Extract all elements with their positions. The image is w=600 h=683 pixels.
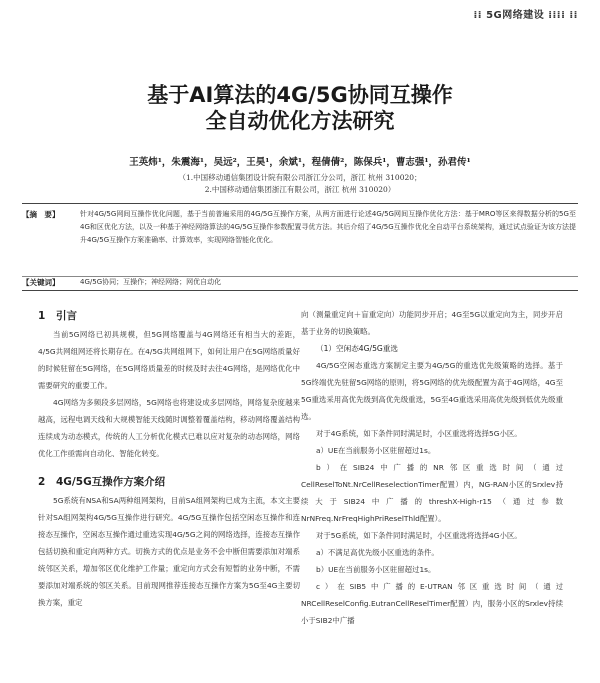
running-header: ⁞⁞ 5G网络建设 ⁞⁞⁞⁞ ⁞⁞: [473, 10, 578, 21]
affiliation-2: 2.中国移动通信集团浙江有限公司，浙江 杭州 310020）: [204, 185, 396, 194]
left-column: [38, 306, 300, 611]
list-item: b）在SIB24中广播的NR邻区重选时间（通过CellReselToNt.NrCellReselectionTimer配置）内，NG-RAN小区的Srxlev持续大于SIB24中广播的threshX-High-r15（通过参数NrNFreq.NrFreqHighPriReselThld配置）。: [301, 463, 563, 523]
paper-title-line-2: 全自动优化方法研究: [205, 109, 395, 133]
paragraph: 对于5G系统，如下条件同时满足时，小区重选将选择4G小区。: [316, 531, 522, 540]
paragraph: 当前5G网络已初具规模，但5G网络覆盖与4G网络还有相当大的差距，4/5G共网组网还将长期存在。在4/5G共网组网下，如何让用户在5G网络质量好的时候驻留在5G网络，在5G网络质量差的时候及时去往4G网络，是网络优化中需要研究的重要工作。: [38, 330, 300, 390]
keywords-block: [22, 276, 578, 291]
right-column: [301, 306, 563, 629]
abstract-block: [22, 203, 578, 277]
keywords-text: 4G/5G协同；互操作；神经网络；网优自动化: [80, 278, 222, 286]
section-title: 引言: [56, 310, 77, 322]
paper-title-line-1: 基于AI算法的4G/5G协同互操作: [147, 83, 453, 107]
section-title: 4G/5G互操作方案介绍: [56, 476, 166, 488]
section-heading-2: [38, 472, 300, 492]
section-heading-1: [38, 306, 300, 326]
paragraph: 4G/5G空闲态重选方案制定主要为4G/5G的重选优先级策略的选择。基于5G终端优先驻留5G网络的原则，将5G网络的优先级配置为高于4G网络，4G至5G重选采用高优先级到高优先级重选，5G至4G重选采用高优先级到低优先级重选。: [301, 361, 563, 421]
paragraph: 向（测量重定向＋盲重定向）功能同步开启；4G至5G以重定向为主，同步开启基于业务的切换策略。: [301, 310, 563, 336]
abstract-text: 针对4G/5G网间互操作优化问题，基于当前普遍采用的4G/5G互操作方案，从两方面进行论述4G/5G网间互操作优化方法：基于MRO等区来得数据分析的5G至4G和区优化方法，以及一种基于神经网络算法的4G/5G互操作参数配置寻优方法。其后介绍了4G/5G互操作优化全自动平台系统架构，通过试点验证为该方法提升4G/5G互操作方案准确率、计算效率，实现网络智能化优化。: [80, 210, 576, 245]
affiliation-1: （1.中国移动通信集团设计院有限公司浙江分公司，浙江 杭州 310020；: [178, 173, 422, 182]
list-item: c）在SIB5中广播的E-UTRAN邻区重选时间（通过NRCellReselConfig.EutranCellReselTimer配置）内，服务小区的Srxlev持续小于SIB2中广播: [301, 582, 563, 625]
abstract-label: 【摘 要】: [22, 210, 60, 219]
author-list: 王英炜¹，朱震海¹，吴远²，王昊¹，余斌¹，程倩倩²，陈保兵¹，曹志强¹，孙君传¹: [129, 157, 471, 168]
section-number: 2: [38, 476, 46, 488]
paragraph: 对于4G系统，如下条件同时满足时，小区重选将选择5G小区。: [316, 429, 522, 438]
paragraph: 5G系统有NSA和SA两种组网架构，目前SA组网架构已成为主流，本文主要针对SA组网架构4G/5G互操作进行研究。4G/5G互操作包括空闲态互操作和连接态互操作，空闲态互操作通过重选实现4G/5G之间的网络选择，连接态互操作包括切换和重定向两种方式。切换方式的优点是业务不会中断但需要添加对端系统邻区关系，增加邻区优化维护工作量；重定向方式会有短暂的业务中断，不需要添加对端系统的邻区关系。目前现网推荐连接态互操作方案为5G至4G主要切换方案，重定: [38, 496, 300, 607]
list-item: a）UE在当前服务小区驻留超过1s。: [316, 446, 436, 455]
list-item: a）不满足高优先级小区重选的条件。: [316, 548, 439, 557]
keywords-label: 【关键词】: [22, 278, 60, 287]
paragraph: 4G网络为多频段多层网络，5G网络也将建设成多层网络，网络复杂度越来越高，远程电调天线和大规模智能天线随时调整着覆盖结构，移动网络覆盖结构连续成为动态模式，传统的人工分析优化模式已难以应对复杂的动态网络，网络优化工作亟需向自动化、智能化转变。: [38, 398, 300, 458]
list-item: b）UE在当前服务小区驻留超过1s。: [316, 565, 436, 574]
subsection-heading: （1）空闲态4G/5G重选: [316, 344, 398, 353]
section-number: 1: [38, 310, 46, 322]
